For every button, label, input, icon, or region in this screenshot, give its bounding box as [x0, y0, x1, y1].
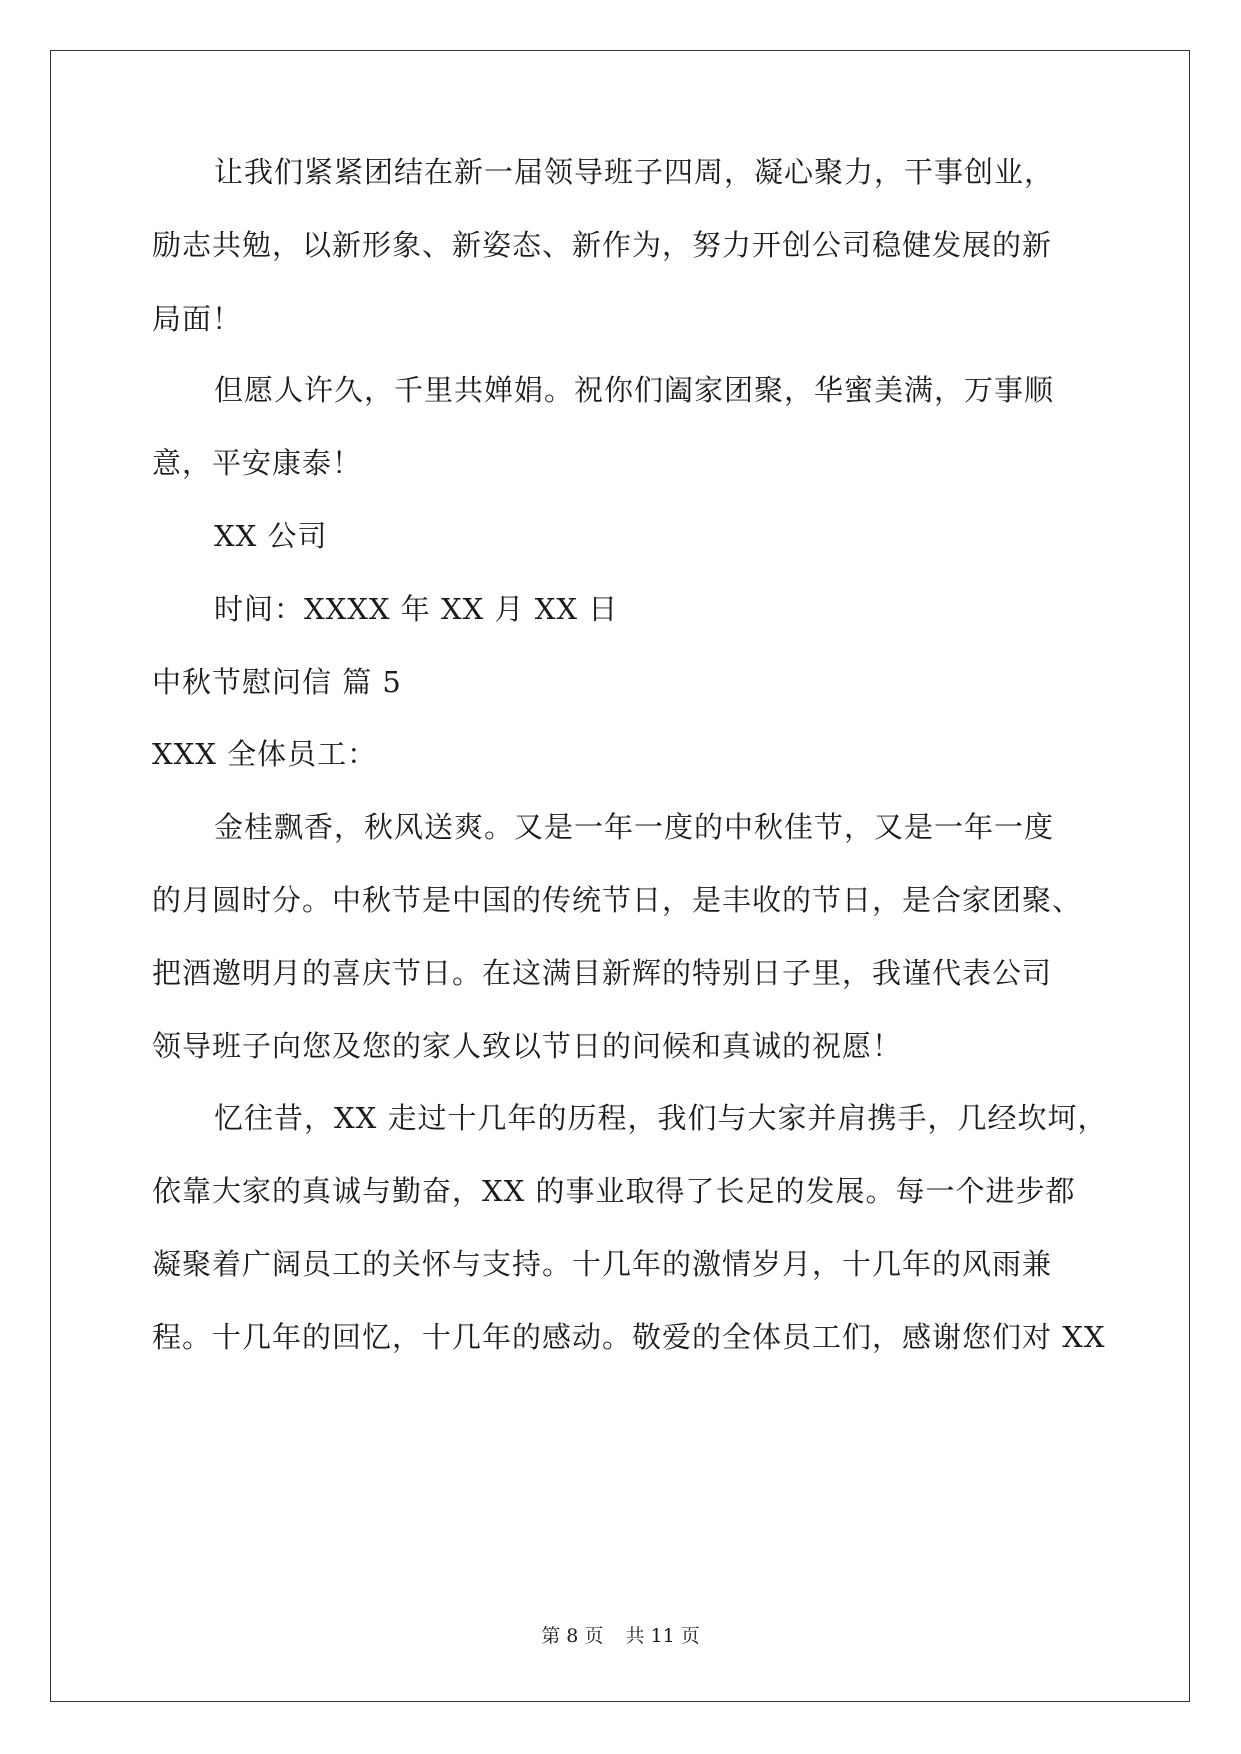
- section-heading: 中秋节慰问信 篇 5: [152, 665, 402, 699]
- paragraph-line: 依靠大家的真诚与勤奋，XX 的事业取得了长足的发展。每一个进步都: [152, 1174, 1076, 1208]
- paragraph-line: 让我们紧紧团结在新一届领导班子四周，凝心聚力，干事创业，: [214, 155, 1055, 189]
- page-total: 共 11 页: [625, 1625, 700, 1647]
- paragraph-line: 领导班子向您及您的家人致以节日的问候和真诚的祝愿！: [152, 1029, 903, 1063]
- paragraph-line: 但愿人许久，千里共婵娟。祝你们阖家团聚，华蜜美满，万事顺: [214, 373, 1055, 407]
- paragraph-line: 的月圆时分。中秋节是中国的传统节日，是丰收的节日，是合家团聚、: [152, 883, 1083, 917]
- paragraph-line: 把酒邀明月的喜庆节日。在这满目新辉的特别日子里，我谨代表公司: [152, 956, 1053, 990]
- paragraph-line: 金桂飘香，秋风送爽。又是一年一度的中秋佳节，又是一年一度: [214, 810, 1055, 844]
- paragraph-line: 忆往昔，XX 走过十几年的历程，我们与大家并肩携手，几经坎坷，: [214, 1101, 1108, 1135]
- page-border: [50, 50, 1190, 1702]
- salutation: XXX 全体员工：: [152, 737, 378, 771]
- paragraph-line: 励志共勉，以新形象、新姿态、新作为，努力开创公司稳健发展的新: [152, 228, 1053, 262]
- paragraph-line: 程。十几年的回忆，十几年的感动。敬爱的全体员工们，感谢您们对 XX: [152, 1320, 1106, 1354]
- paragraph-line: 凝聚着广阔员工的关怀与支持。十几年的激情岁月，十几年的风雨兼: [152, 1247, 1053, 1281]
- page-footer: [0, 1624, 1241, 1648]
- paragraph-line: 局面！: [152, 302, 243, 336]
- signature-date: 时间：XXXX 年 XX 月 XX 日: [214, 592, 619, 626]
- page-number: 第 8 页: [541, 1625, 604, 1647]
- paragraph-line: 意，平安康泰！: [152, 446, 363, 480]
- signature-company: XX 公司: [214, 519, 328, 553]
